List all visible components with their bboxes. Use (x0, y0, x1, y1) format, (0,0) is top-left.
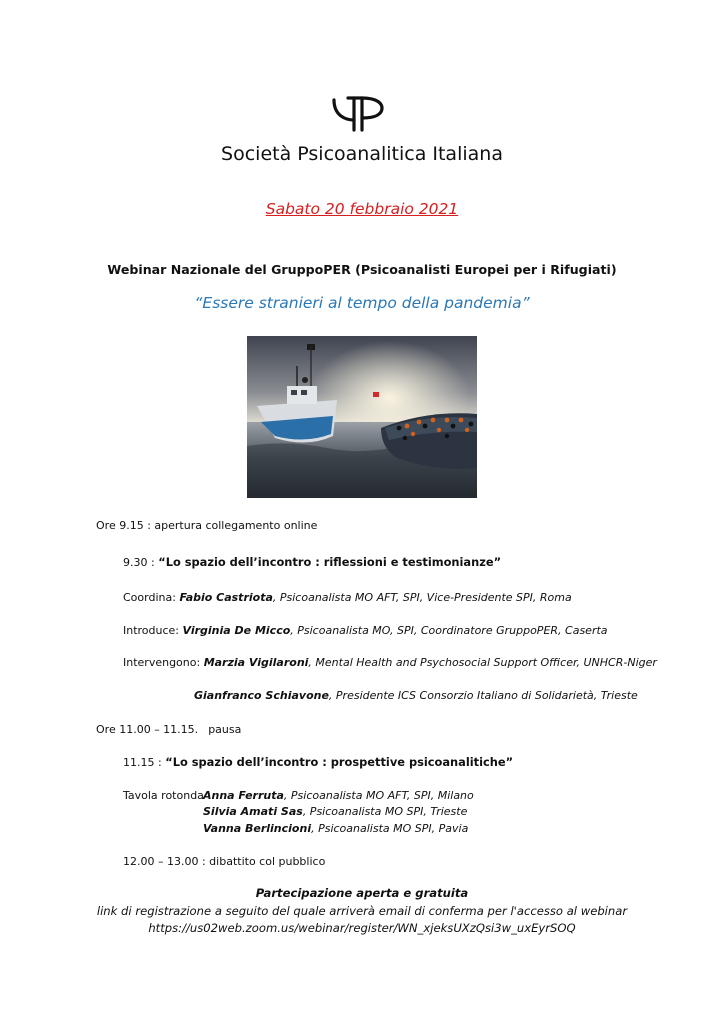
panel-name: Anna Ferruta (203, 789, 284, 802)
panel-name: Vanna Berlincioni (203, 822, 312, 835)
panel-item (203, 822, 468, 835)
panel-role: , Psicoanalista MO AFT, SPI, Milano (283, 789, 474, 802)
panel-role: , Psicoanalista MO SPI, Pavia (311, 822, 469, 835)
intervengono-label: Intervengono: (123, 656, 204, 669)
speaker2-role: , Presidente ICS Consorzio Italiano di Solidarietà, Trieste (328, 689, 638, 702)
session2-title: “Lo spazio dell’incontro : prospettive psicoanalitiche” (165, 755, 514, 769)
panel-item (203, 805, 467, 818)
introduce-role: , Psicoanalista MO, SPI, Coordinatore GruppoPER, Caserta (290, 624, 608, 637)
webinar-title: Webinar Nazionale del GruppoPER (Psicoanalisti Europei per i Rifugiati) (107, 262, 617, 277)
event-theme-quote: “Essere stranieri al tempo della pandemia” (194, 294, 530, 312)
session2-line (123, 755, 513, 769)
session1-line (123, 555, 501, 569)
coordina-name: Fabio Castriota (179, 591, 273, 604)
participation-note: Partecipazione aperta e gratuita (255, 886, 469, 900)
coordina-label: Coordina: (123, 591, 180, 604)
panel-item (203, 789, 474, 802)
organization-name: Società Psicoanalitica Italiana (221, 143, 503, 165)
debate-time: 12.00 – 13.00 : (123, 855, 206, 868)
coordina-role: , Psicoanalista MO AFT, SPI, Vice-Presidente SPI, Roma (272, 591, 572, 604)
pause-text: pausa (208, 723, 242, 736)
pause-time: Ore 11.00 – 11.15. (96, 723, 199, 736)
program-open-line (96, 519, 317, 532)
panel-role: , Psicoanalista MO SPI, Trieste (302, 805, 468, 818)
tavola-label: Tavola rotonda : (123, 789, 212, 802)
session2-time: 11.15 : (123, 756, 166, 769)
psi-logo-icon (328, 94, 394, 132)
session1-title: “Lo spazio dell’incontro : riflessioni e testimonianze” (158, 555, 502, 569)
event-date: Sabato 20 febbraio 2021 (265, 200, 459, 218)
pause-line (96, 723, 241, 736)
debate-text: dibattito col pubblico (205, 855, 326, 868)
open-text: apertura collegamento online (150, 519, 318, 532)
registration-note: link di registrazione a seguito del quale arriverà email di conferma per l'accesso al webinar (96, 904, 628, 918)
debate-line (123, 855, 325, 868)
coordina-line (123, 591, 572, 604)
intervengono-name: Marzia Vigilaroni (203, 656, 309, 669)
introduce-label: Introduce: (123, 624, 183, 637)
session1-time: 9.30 : (123, 556, 159, 569)
panel-name: Silvia Amati Sas (203, 805, 303, 818)
registration-link[interactable]: https://us02web.zoom.us/webinar/register/WN_xjeksUXzQsi3w_uxEyrSOQ (148, 921, 576, 935)
intervengono-role: , Mental Health and Psychosocial Support Officer, UNHCR-Niger (308, 656, 657, 669)
open-time: Ore 9.15 : (96, 519, 151, 532)
refugee-boat-photo (247, 336, 477, 498)
intervengono-line (123, 656, 657, 669)
introduce-name: Virginia De Micco (182, 624, 291, 637)
speaker2-name: Gianfranco Schiavone (194, 689, 329, 702)
introduce-line (123, 624, 608, 637)
speaker2-line (194, 689, 638, 702)
